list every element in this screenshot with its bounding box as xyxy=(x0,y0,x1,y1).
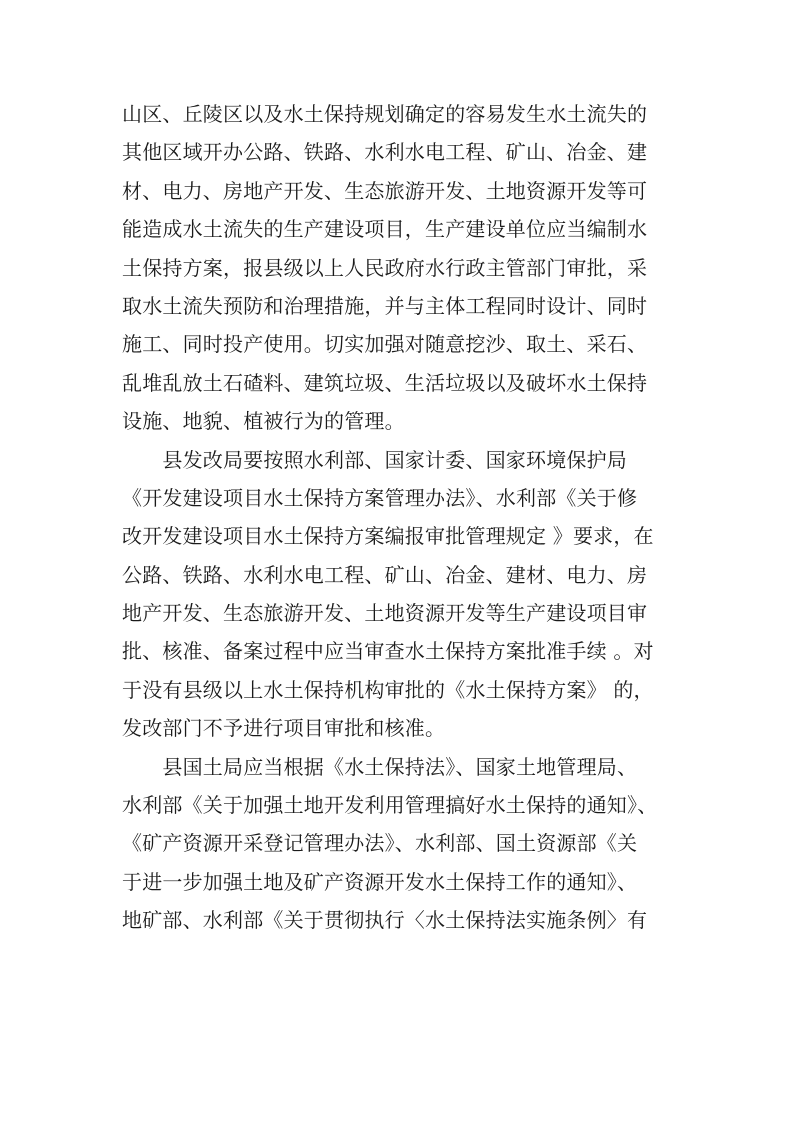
text-line: 于没有县级以上水土保持机构审批的《水土保持方案》 的， xyxy=(122,677,654,702)
text-line: 取水土流失预防和治理措施，并与主体工程同时设计、同时 xyxy=(122,293,648,318)
text-line: 公路、铁路、水利水电工程、矿山、冶金、建材、电力、房 xyxy=(122,562,648,587)
text-line: 《矿产资源开采登记管理办法》、水利部、国土资源部《关 xyxy=(122,831,638,856)
text-line: 改开发建设项目水土保持方案编报审批管理规定 》要求，在 xyxy=(122,524,654,549)
text-line: 设施、地貌、植被行为的管理。 xyxy=(122,409,405,434)
text-line: 材、电力、房地产开发、生态旅游开发、土地资源开发等可 xyxy=(122,178,648,203)
text-line: 《开发建设项目水土保持方案管理办法》、水利部《关于修 xyxy=(122,485,638,510)
text-line: 施工、同时投产使用。切实加强对随意挖沙、取土、采石、 xyxy=(122,332,648,357)
paragraph-start-line: 县发改局要按照水利部、国家计委、国家环境保护局 xyxy=(122,447,627,472)
text-line: 于进一步加强土地及矿产资源开发水土保持工作的通知》、 xyxy=(122,869,638,894)
text-line: 乱堆乱放土石碴料、建筑垃圾、生活垃圾以及破坏水土保持 xyxy=(122,370,648,395)
text-line: 土保持方案，报县级以上人民政府水行政主管部门审批，采 xyxy=(122,255,648,280)
text-line: 水利部《关于加强土地开发利用管理搞好水土保持的通知》、 xyxy=(122,793,658,818)
text-line: 山区、丘陵区以及水土保持规划确定的容易发生水土流失的 xyxy=(122,102,648,126)
text-line: 地产开发、生态旅游开发、土地资源开发等生产建设项目审 xyxy=(122,601,648,626)
text-line: 发改部门不予进行项目审批和核准。 xyxy=(122,716,446,741)
text-line: 地矿部、水利部《关于贯彻执行〈水土保持法实施条例〉有 xyxy=(122,908,648,933)
text-line: 批、核准、备案过程中应当审查水土保持方案批准手续 。对 xyxy=(122,639,654,664)
paragraph-start-line: 县国土局应当根据《水土保持法》、国家土地管理局、 xyxy=(122,754,638,779)
text-line: 能造成水土流失的生产建设项目，生产建设单位应当编制水 xyxy=(122,217,648,242)
text-line: 其他区域开办公路、铁路、水利水电工程、矿山、冶金、建 xyxy=(122,140,648,165)
body-text xyxy=(122,95,682,940)
